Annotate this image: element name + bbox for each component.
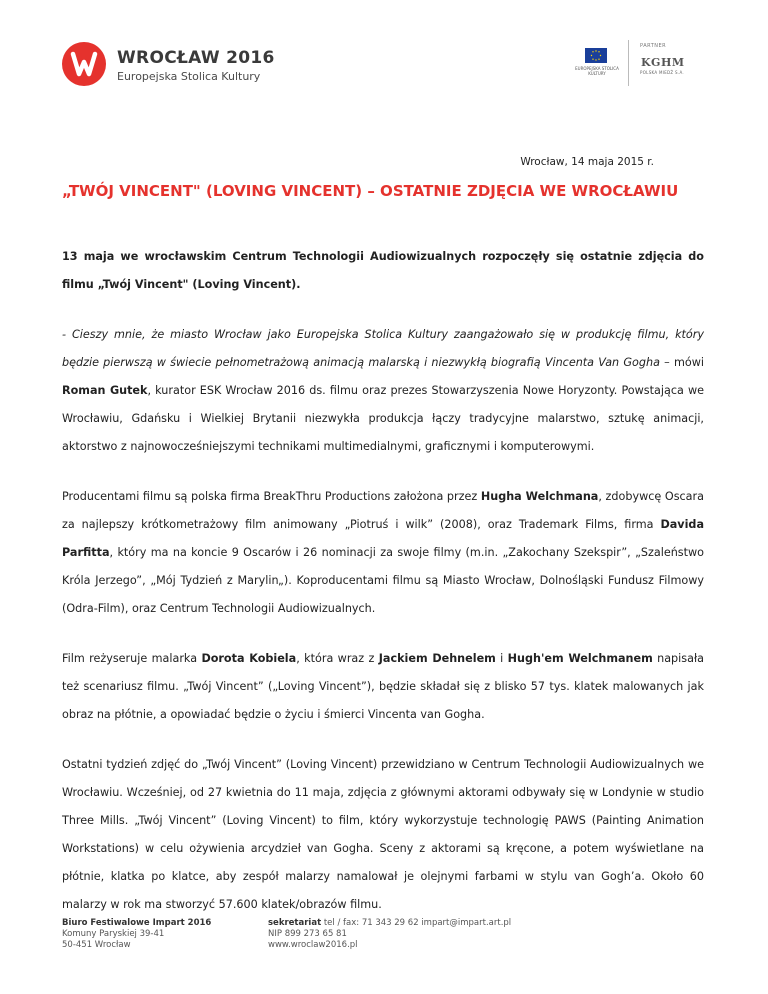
paragraph-4: Ostatni tydzień zdjęć do „Twój Vincent” (Loving Vincent) przewidziano w Centrum Technologii Audiowizualnych we Wrocławiu. Wcześniej, od 27 kwietnia do 11 maja, zdjęcia z głównymi aktorami odbywały się w Londynie w studio Three Mills. „Twój Vincent” (Loving Vincent) to film, który wykorzystuje technologię PAWS (Painting Animation Workstations) w celu ożywienia arcydzieł van Gogha. Sceny z aktorami są kręcone, a potem wyświetlane na płótnie, klatka po klatce, aby zespół malarzy namalował je olejnymi farbami w stylu van Gogh’a. Około 60 malarzy w rok ma stworzyć 57.600 klatek/obrazów filmu. bbox=[62, 758, 704, 911]
divider bbox=[628, 40, 629, 86]
contact-details: tel / fax: 71 343 29 62 impart@impart.art.pl bbox=[321, 918, 512, 928]
paragraph-2 bbox=[62, 483, 704, 623]
footer-address bbox=[62, 918, 262, 951]
article-body bbox=[62, 243, 704, 941]
text: , który ma na koncie 9 Oscarów i 26 nominacji za swoje filmy (m.in. „Zakochany Szekspir”, „Szaleństwo Króla Jerzego”, „Mój Tydzień z Marylin„). Koproducentami filmu są Miasto Wrocław, Dolnośląski Fundusz Filmowy (Odra-Film), oraz Centrum Technologii Audiowizualnych. bbox=[62, 546, 704, 615]
person-name: Jackiem Dehnelem bbox=[378, 652, 496, 665]
brand-title: WROCŁAW 2016 bbox=[117, 48, 275, 68]
text: , kurator ESK Wrocław 2016 ds. filmu oraz prezes Stowarzyszenia Nowe Horyzonty. Powstająca we Wrocławiu, Gdańsku i Wielkiej Brytanii niezwykła produkcja łączy tradycyjne malarstwo, sztukę animacji, aktorstwo z najnowocześniejszymi technikami multimedialnymi, graficznymi i komputerowymi. bbox=[62, 384, 705, 453]
eu-flag-icon bbox=[585, 48, 607, 63]
page-title: „TWÓJ VINCENT" (LOVING VINCENT) – OSTATNIE ZDJĘCIA WE WROCŁAWIU bbox=[62, 182, 679, 200]
lead-paragraph: 13 maja we wrocławskim Centrum Technologii Audiowizualnych rozpoczęły się ostatnie zdjęcia do filmu „Twój Vincent" (Loving Vincent). bbox=[62, 250, 704, 291]
contact-line bbox=[268, 918, 568, 929]
footer-contact bbox=[268, 918, 568, 951]
paragraph-1 bbox=[62, 321, 704, 461]
partner-logo: KGHM bbox=[641, 56, 685, 69]
text: i bbox=[495, 652, 508, 665]
document-date: Wrocław, 14 maja 2015 r. bbox=[520, 156, 654, 168]
wroclaw-logo-icon bbox=[62, 42, 106, 86]
text: mówi bbox=[669, 356, 704, 369]
person-name: Roman Gutek bbox=[62, 384, 148, 397]
partner-subtitle: POLSKA MIEDŹ S.A. bbox=[640, 70, 684, 75]
person-name: Hugha Welchmana bbox=[480, 490, 599, 503]
text: , zdobywcę Oscara za najlepszy krótkometrażowy film animowany „Piotruś i wilk” (2008), oraz Trademark Films, firma bbox=[62, 490, 704, 531]
text: , która wraz z bbox=[296, 652, 379, 665]
org-name: Biuro Festiwalowe Impart 2016 bbox=[62, 918, 212, 928]
person-name: Hugh'em Welchmanem bbox=[507, 652, 653, 665]
quote-text: - Cieszy mnie, że miasto Wrocław jako Europejska Stolica Kultury zaangażowało się w produkcję filmu, który będzie pierwszą w świecie pełnometrażową animacją malarską i niezwykłą biografią Vincenta Van Gogha – bbox=[62, 328, 704, 369]
brand-subtitle: Europejska Stolica Kultury bbox=[117, 70, 261, 83]
paragraph-3 bbox=[62, 645, 704, 729]
footer bbox=[62, 918, 712, 978]
website-link[interactable]: www.wroclaw2016.pl bbox=[268, 940, 358, 950]
nip: NIP 899 273 65 81 bbox=[268, 929, 347, 939]
text: napisała też scenariusz filmu. „Twój Vincent” („Loving Vincent”), będzie składał się z blisko 57 tys. klatek malowanych jak obraz na płótnie, a opowiadać będzie o życiu i śmierci Vincenta van Gogha. bbox=[62, 652, 704, 721]
eu-caption: EUROPEJSKA STOLICA KULTURY bbox=[575, 66, 619, 76]
letterhead bbox=[0, 0, 768, 120]
text: Producentami filmu są polska firma BreakThru Productions założona przez bbox=[62, 490, 481, 503]
contact-label: sekretariat bbox=[268, 918, 322, 928]
person-name: Davida Parfitta bbox=[62, 518, 704, 559]
address-line: 50-451 Wrocław bbox=[62, 940, 131, 950]
text: Film reżyseruje malarka bbox=[62, 652, 202, 665]
address-line: Komuny Paryskiej 39-41 bbox=[62, 929, 165, 939]
person-name: Dorota Kobiela bbox=[201, 652, 297, 665]
partner-label: PARTNER bbox=[640, 43, 667, 49]
